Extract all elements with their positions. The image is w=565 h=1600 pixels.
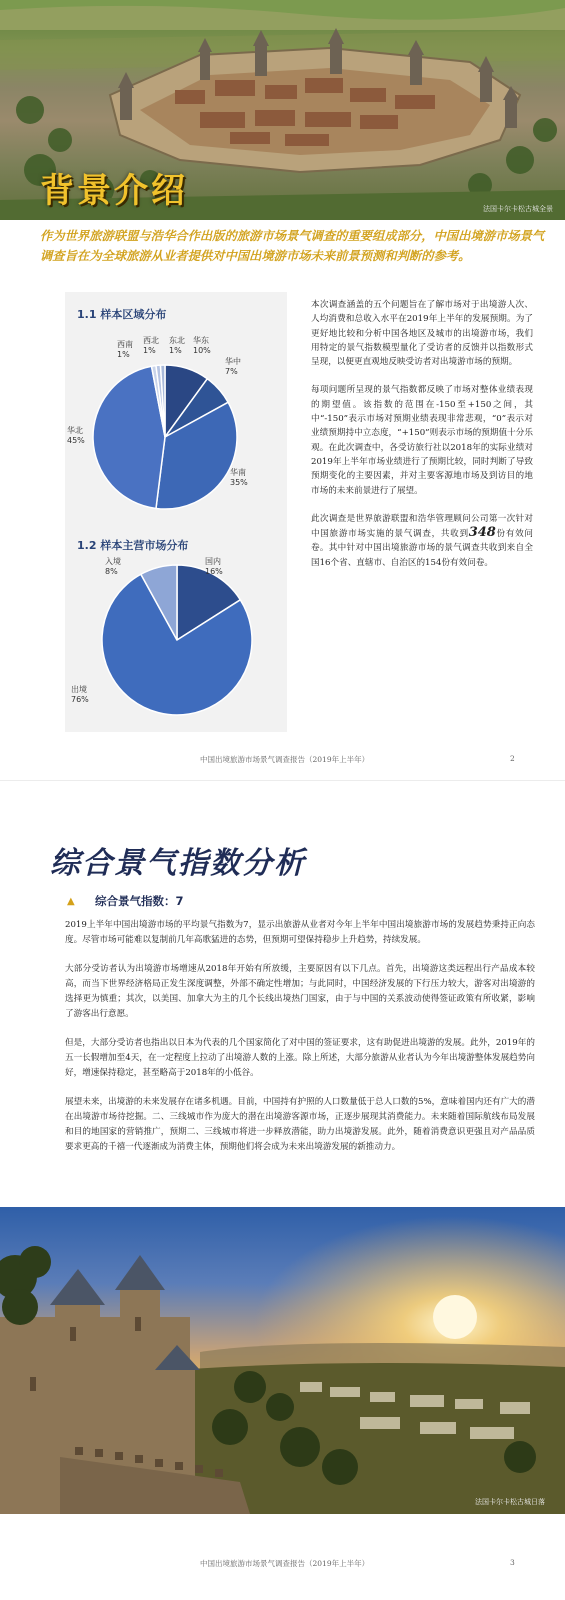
survey-paragraph-3: 此次调查是世界旅游联盟和浩华管理顾问公司第一次针对中国旅游市场实施的景气调查，共收到348份有效问卷。其中针对中国出境旅游市场的景气调查共收到来自全国16个省、直辖市、自治区的154份有效问卷。 <box>311 513 533 568</box>
sunset-photo <box>0 1207 565 1514</box>
region-label-south: 华南 35% <box>230 468 248 487</box>
intro-paragraph: 作为世界旅游联盟与浩华合作出版的旅游市场景气调查的重要组成部分，中国出境游市场景气调查旨在为全球旅游从业者提供对中国出境游市场未来前景预测和判断的参考。 <box>40 228 545 263</box>
valid-questionnaire-count: 348 <box>468 525 496 541</box>
hero-photo <box>0 0 565 220</box>
region-label-northwest: 西北 1% <box>143 336 159 355</box>
region-label-southwest: 西南 1% <box>117 340 133 359</box>
analysis-paragraph-1: 2019上半年中国出境游市场的平均景气指数为7，显示出旅游从业者对今年上半年中国出境旅游市场的发展趋势秉持正向态度。尽管市场可能难以复制前几年高歌猛进的态势，但预期可望保持稳步上升趋势，持续发展。 <box>65 920 535 945</box>
footer-page-number: 2 <box>510 754 515 763</box>
region-label-east: 华东 10% <box>193 336 211 355</box>
footer-page-number: 3 <box>510 1558 515 1567</box>
survey-paragraph-2: 每项问题所呈现的景气指数都反映了市场对整体业绩表现的期望值。该指数的范围在-150至+150之间，其中“-150”表示市场对预期业绩表现非常悲观，“0”表示对业绩预期持中立态度，“+150”则表示市场的预期值十分乐观。在此次调查中，各受访旅行社以2018年的实际业绩对2019年上半年市场业绩进行了预期比较，同时判断了导致预期变化的主要因素，并对主要客源地市场及到访目的地市场的未来前景进行了展望。 <box>311 385 533 496</box>
market-label-domestic: 国内 16% <box>205 557 223 576</box>
hero-photo-caption: 法国卡尔卡松古城全景 <box>483 205 553 213</box>
analysis-paragraph-3: 但是，大部分受访者也指出以日本为代表的几个国家简化了对中国的签证要求，这有助促进出境游的发展。此外，2019年的五一长假增加至4天，在一定程度上拉动了出境游人数的上涨。除上所述，大部分旅游从业者认为今年出境游整体发展趋势向好，增速保持稳定，甚至略高于2018年的小低谷。 <box>65 1038 535 1078</box>
sample-distribution-panel <box>65 292 287 732</box>
triangle-bullet-icon: ▲ <box>67 896 75 907</box>
market-label-outbound: 出境 76% <box>71 685 89 704</box>
region-label-north: 华北 45% <box>67 426 85 445</box>
composite-index-heading: 综合景气指数：7 <box>95 894 184 908</box>
pie-slice-华北 <box>93 366 165 508</box>
survey-description <box>311 298 533 584</box>
region-label-central: 华中 7% <box>225 357 241 376</box>
sunset-photo-illustration <box>0 1207 565 1514</box>
footer-report-title: 中国出境旅游市场景气调查报告（2019年上半年） <box>200 755 370 764</box>
hero-title: 背景介绍 <box>40 171 188 211</box>
section-title: 综合景气指数分析 <box>50 846 306 881</box>
footer-report-title: 中国出境旅游市场景气调查报告（2019年上半年） <box>200 1559 370 1568</box>
market-chart-title: 1.2 样本主营市场分布 <box>77 539 189 552</box>
analysis-paragraph-2: 大部分受访者认为出境游市场增速从2018年开始有所放缓，主要原因有以下几点。首先，出境游这类远程出行产品成本较高，而当下世界经济格局正发生深度调整，外部不确定性增加；与此同时，中国经济发展的下行压力较大，游客对出境游的选择更为慎重；其次，以美国、加拿大为主的几个长线出境热门国家，由于与中国的关系波动使得签证政策有所收紧，影响了游客出行意愿。 <box>65 964 535 1019</box>
region-chart-title: 1.1 样本区域分布 <box>77 308 167 321</box>
survey-paragraph-1: 本次调查涵盖的五个问题旨在了解市场对于出境游人次、人均消费和总收入水平在2019年上半年的发展预期。为了更好地比较和分析中国各地区及城市的出境游市场，我们用特定的景气指数模型量化了受访者的反馈并以指数形式呈现，以便更直观地反映受访者对出境游市场的预期。 <box>311 300 533 368</box>
page-divider <box>0 780 565 781</box>
region-label-northeast: 东北 1% <box>169 336 185 355</box>
market-pie-chart <box>65 550 287 730</box>
sunset-photo-caption: 法国卡尔卡松古城日落 <box>475 1498 545 1506</box>
index-analysis-body <box>65 918 535 1169</box>
analysis-paragraph-4: 展望未来，出境游的未来发展存在诸多机遇。目前，中国持有护照的人口数量低于总人口数的5%，意味着国内还有广大的潜在出境游市场待挖掘。二、三线城市作为庞大的潜在出境游客源市场，正逐步展现其消费能力。未来随着国际航线布局发展和目的地国家的营销推广，预期二、三线城市将进一步释放潜能，助力出境游发展。此外，随着消费意识更强且对产品品质要求更高的千禧一代逐渐成为消费主体，预期他们将会成为未来出境游发展的新推动力。 <box>65 1097 535 1152</box>
market-label-inbound: 入境 8% <box>105 557 121 576</box>
